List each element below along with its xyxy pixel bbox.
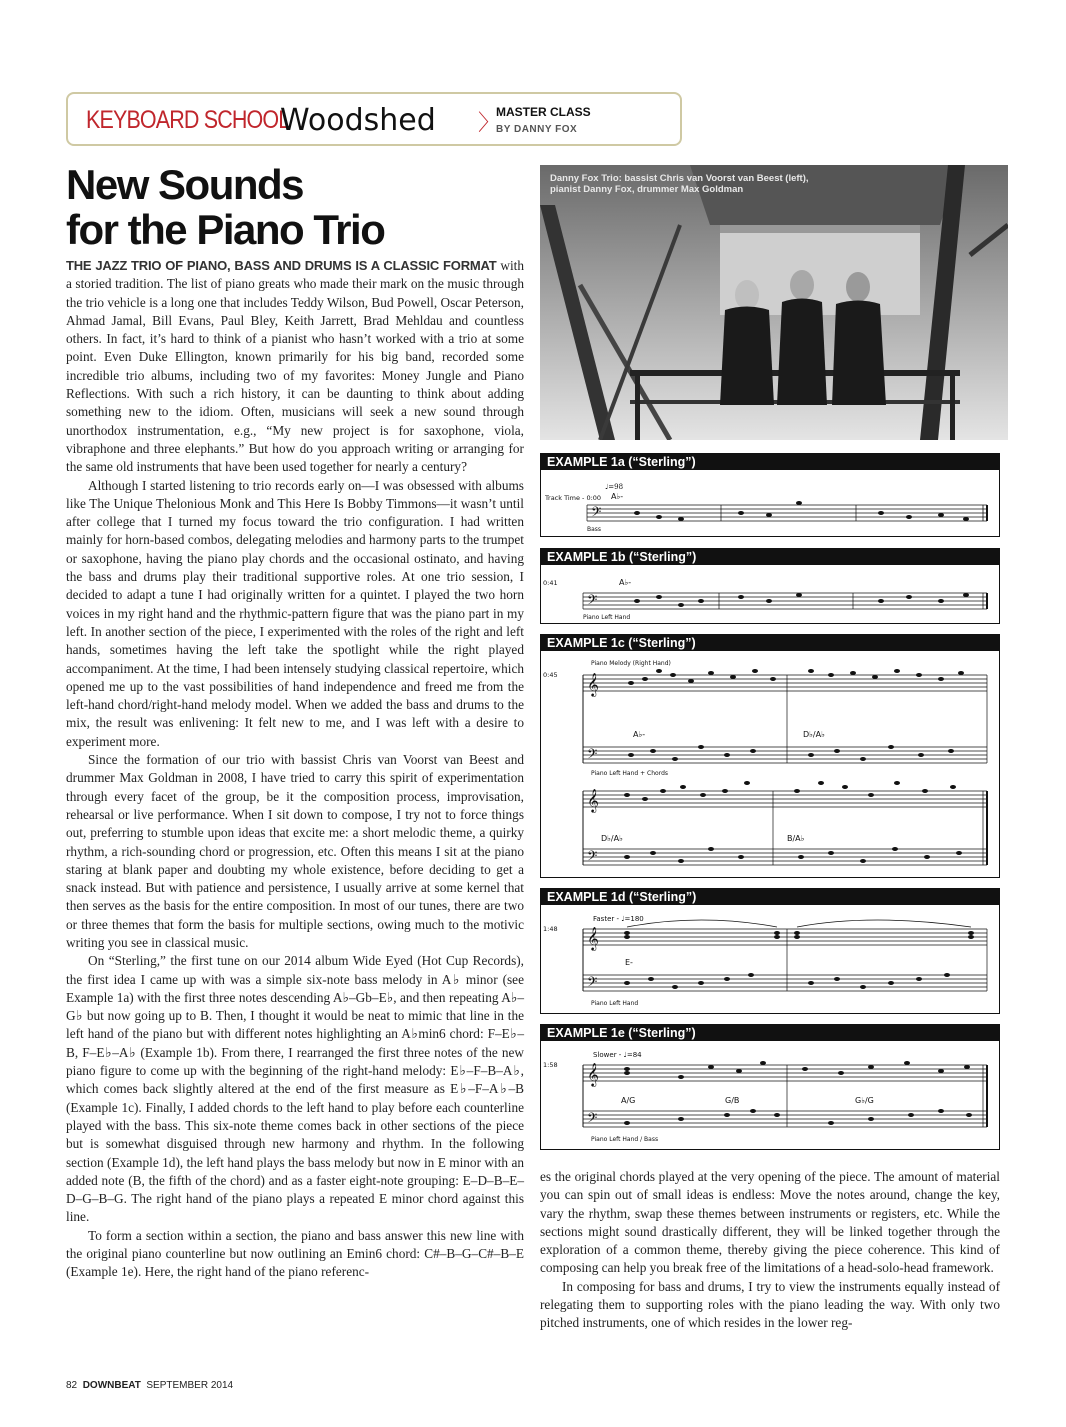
track-time: Track Time - 0:00 xyxy=(545,494,602,502)
part-label: Piano Left Hand xyxy=(583,614,631,621)
example-1c xyxy=(540,634,1000,878)
svg-text:𝄢: 𝄢 xyxy=(587,746,598,765)
example-1a xyxy=(540,453,1000,537)
part-label: Bass xyxy=(587,526,602,533)
issue-date: SEPTEMBER 2014 xyxy=(146,1380,234,1391)
part-label-top: Piano Melody (Right Hand) xyxy=(591,660,671,667)
headline-line-2: for the Piano Trio xyxy=(66,206,385,253)
magazine-name: DOWNBEAT xyxy=(82,1380,141,1391)
svg-text:𝄢: 𝄢 xyxy=(591,504,602,523)
chord-symbol-3: G♭/G xyxy=(855,1096,874,1105)
paragraph-4: On “Sterling,” the first tune on our 2014 album Wide Eyed (Hot Cup Records), the first idea I came up with was a simple six-note bass melody in A♭ minor (see Example 1a) with the first three notes descending A♭–Gb–E♭, and then repeating A♭–G♭ but now going up to B. Then, I thought it would be neat to mimic that line in the left hand of the piano but with different notes highlighting an A♭min6 chord: F–E♭–B, F–E♭–A♭ (Example 1b). From there, I rearranged the first three notes of the new piano figure to come up with the beginning of the right-hand melody: E♭–F–B–A♭, which comes back slightly altered at the end of the first measure as E♭–F–A♭–B (Example 1c). Finally, I added chords to the left hand to play before each counterline played with the bass. This six-note theme comes back in other sections of the piece but is somewhat disguised through new harmony and rhythm. In the following section (Example 1d), the left hand plays the bass melody but now in E minor with an added note (B, the fifth of the chord) and as a faster eight-note grouping: E–D–B–E–D–G–B–G. The right hand of the piano plays a repeated E minor chord against this line. xyxy=(66,953,524,1225)
chord-symbol-3: D♭/A♭ xyxy=(601,834,623,843)
part-label: Piano Left Hand / Bass xyxy=(591,1136,659,1143)
time-marker: 0:41 xyxy=(543,579,558,587)
chord-symbol-2: D♭/A♭ xyxy=(803,730,825,739)
paragraph-3: Since the formation of our trio with bassist Chris van Voorst van Beest and drummer Max Goldman in 2008, I have tried to carry this spirit of experimentation through every facet of the group, be it the composition process, improvisation, rehearsal or live performance. When I sit down to compose, I try not to force things out, preferring to stumble upon ideas that excite me: a short melodic theme, a quirky rhythm, a rich-sounding chord or progression, etc. Often this means I sit at the piano staring at blank paper and doubting my whole existence, before deciding to get a snack instead. But with patience and persistence, I usually arrive at some kernel that then serves as the basis for the entire composition. In most of our tunes, there are two or three themes that form the basis for multiple sections, owing much to the motivic writing you see in classical music. xyxy=(66,752,524,950)
part-label: Piano Left Hand xyxy=(591,1000,639,1007)
example-1b xyxy=(540,548,1000,624)
paragraph-2: Although I started listening to trio records early on—I was obsessed with albums like The Unique Thelonious Monk and This Here Is Bobby Timmons—it wasn’t until after college that I turned my focus toward the trio configuration. I had written mainly for horn-based combos, delegating melodies and harmony parts to the trumpet or saxophone, having the piano play chords and the occasional ostinato, and having the bass and drums play their traditional supportive roles. At one trio session, I decided to adapt a tune I had originally written for a quintet. I played the two horn voices in my right hand and the rhythmic-pattern figure that was the piano part in my left. In another section of the piece, I experimented with the roles of the right and left hands, sometimes having the left take the spotlight while the right played accompaniment. At the time, I had been intensely studying classical repertoire, which opened me up to the vast possibilities of hand independence and freed me from the left-hand chord/right-hand melody model. When we added the bass and drums to the mix, the result was enlivening: It felt new to me, and I was left with a desire to experiment more. xyxy=(66,477,524,749)
time-marker: 0:45 xyxy=(543,671,558,679)
svg-text:𝄞: 𝄞 xyxy=(587,788,599,812)
kicker: MASTER CLASS xyxy=(496,105,591,119)
time-marker: 1:58 xyxy=(543,1061,558,1069)
svg-text:𝄞: 𝄞 xyxy=(587,926,599,950)
chord-symbol-1: A/G xyxy=(621,1096,636,1105)
example-1e xyxy=(540,1024,1000,1150)
lead-in: THE JAZZ TRIO OF PIANO, BASS AND DRUMS IS A CLASSIC FORMAT xyxy=(66,258,497,273)
tempo-mark: Slower - ♩=84 xyxy=(593,1051,642,1059)
trio-photo xyxy=(540,165,1008,440)
tempo-mark: Faster - ♩=180 xyxy=(593,915,644,923)
paragraph-5: To form a section within a section, the piano and bass answer this new line with the original piano counterline but now outlining an Emin6 chord: C#–B–G–C#–B–E (Example 1e). Here, the right hand of the piano referenc- xyxy=(66,1227,524,1280)
example-1e-title: EXAMPLE 1e (“Sterling”) xyxy=(541,1025,999,1041)
chord-symbol-1: A♭- xyxy=(633,730,646,739)
section-label: KEYBOARD SCHOOL xyxy=(86,106,290,134)
headline-line-1: New Sounds xyxy=(66,161,304,208)
chord-symbol: E- xyxy=(625,958,633,967)
example-1d-title: EXAMPLE 1d (“Sterling”) xyxy=(541,889,999,905)
chord-symbol-4: B/A♭ xyxy=(787,834,805,843)
section-banner xyxy=(66,92,682,146)
part-label-bottom: Piano Left Hand + Chords xyxy=(591,770,669,777)
photo-caption: Danny Fox Trio: bassist Chris van Voorst van Beest (left), pianist Danny Fox, drummer Max Goldman xyxy=(550,173,809,195)
page-footer xyxy=(66,1380,233,1391)
svg-text:𝄢: 𝄢 xyxy=(587,974,598,993)
tempo-mark: ♩=98 xyxy=(605,483,624,491)
example-1a-title: EXAMPLE 1a (“Sterling”) xyxy=(541,454,999,470)
svg-text:𝄢: 𝄢 xyxy=(587,848,598,867)
example-1b-title: EXAMPLE 1b (“Sterling”) xyxy=(541,549,999,565)
article-column-1 xyxy=(66,257,524,1282)
chevron-icon: 〉 xyxy=(478,111,501,136)
svg-text:𝄢: 𝄢 xyxy=(587,592,598,611)
headline xyxy=(66,162,384,252)
svg-text:𝄞: 𝄞 xyxy=(587,1062,599,1086)
column-title: Woodshed xyxy=(280,103,436,138)
chord-symbol: A♭- xyxy=(619,578,632,587)
chord-symbol: A♭- xyxy=(611,492,624,501)
chord-symbol-2: G/B xyxy=(725,1096,740,1105)
example-1c-title: EXAMPLE 1c (“Sterling”) xyxy=(541,635,999,651)
time-marker: 1:48 xyxy=(543,925,558,933)
example-1d xyxy=(540,888,1000,1014)
svg-text:𝄞: 𝄞 xyxy=(587,672,599,696)
paragraph-6: es the original chords played at the very opening of the piece. The amount of material you can spin out of small ideas is endless: Move the notes around, change the key, vary the rhythm, swap these themes between instruments or registers, etc. While the sections might sound drastically different, they will be linked together through the exploration of a common theme, thereby giving the piece coherence. This kind of composing can help you break free of the limitations of a head-solo-head framework. xyxy=(540,1169,1000,1276)
svg-text:𝄢: 𝄢 xyxy=(587,1110,598,1129)
paragraph-7: In composing for bass and drums, I try to view the instruments equally instead of relegating them to supporting roles with the piano leading the way. With only two pitched instruments, one of which resides in the lower reg- xyxy=(540,1278,1000,1331)
page-number: 82 xyxy=(66,1380,78,1391)
paragraph-1: THE JAZZ TRIO OF PIANO, BASS AND DRUMS IS A CLASSIC FORMAT with a storied tradition. The list of piano greats who made their mark on the music through the trio vehicle is a long one that includes Teddy Wilson, Bud Powell, Oscar Peterson, Ahmad Jamal, Bill Evans, Paul Bley, Keith Jarrett, Brad Mehldau and countless others. In fact, it’s hard to think of a pianist who hasn’t worked with a trio at some point. Even Duke Ellington, known primarily for his big band, recorded some incredible trio albums, including two of my favorites: Money Jungle and Piano Reflections. With such a rich history, it can be daunting to think about adding something new to the idiom. Often, musicians will seek a new sound through unorthodox instrumentation, e.g., “My new project is for saxophone, viola, vibraphone and three elephants.” But how do you approach writing or arranging for the same old instruments that have been used together for nearly a century? xyxy=(66,258,525,475)
article-column-2 xyxy=(540,1168,1000,1333)
byline: BY DANNY FOX xyxy=(496,124,578,135)
